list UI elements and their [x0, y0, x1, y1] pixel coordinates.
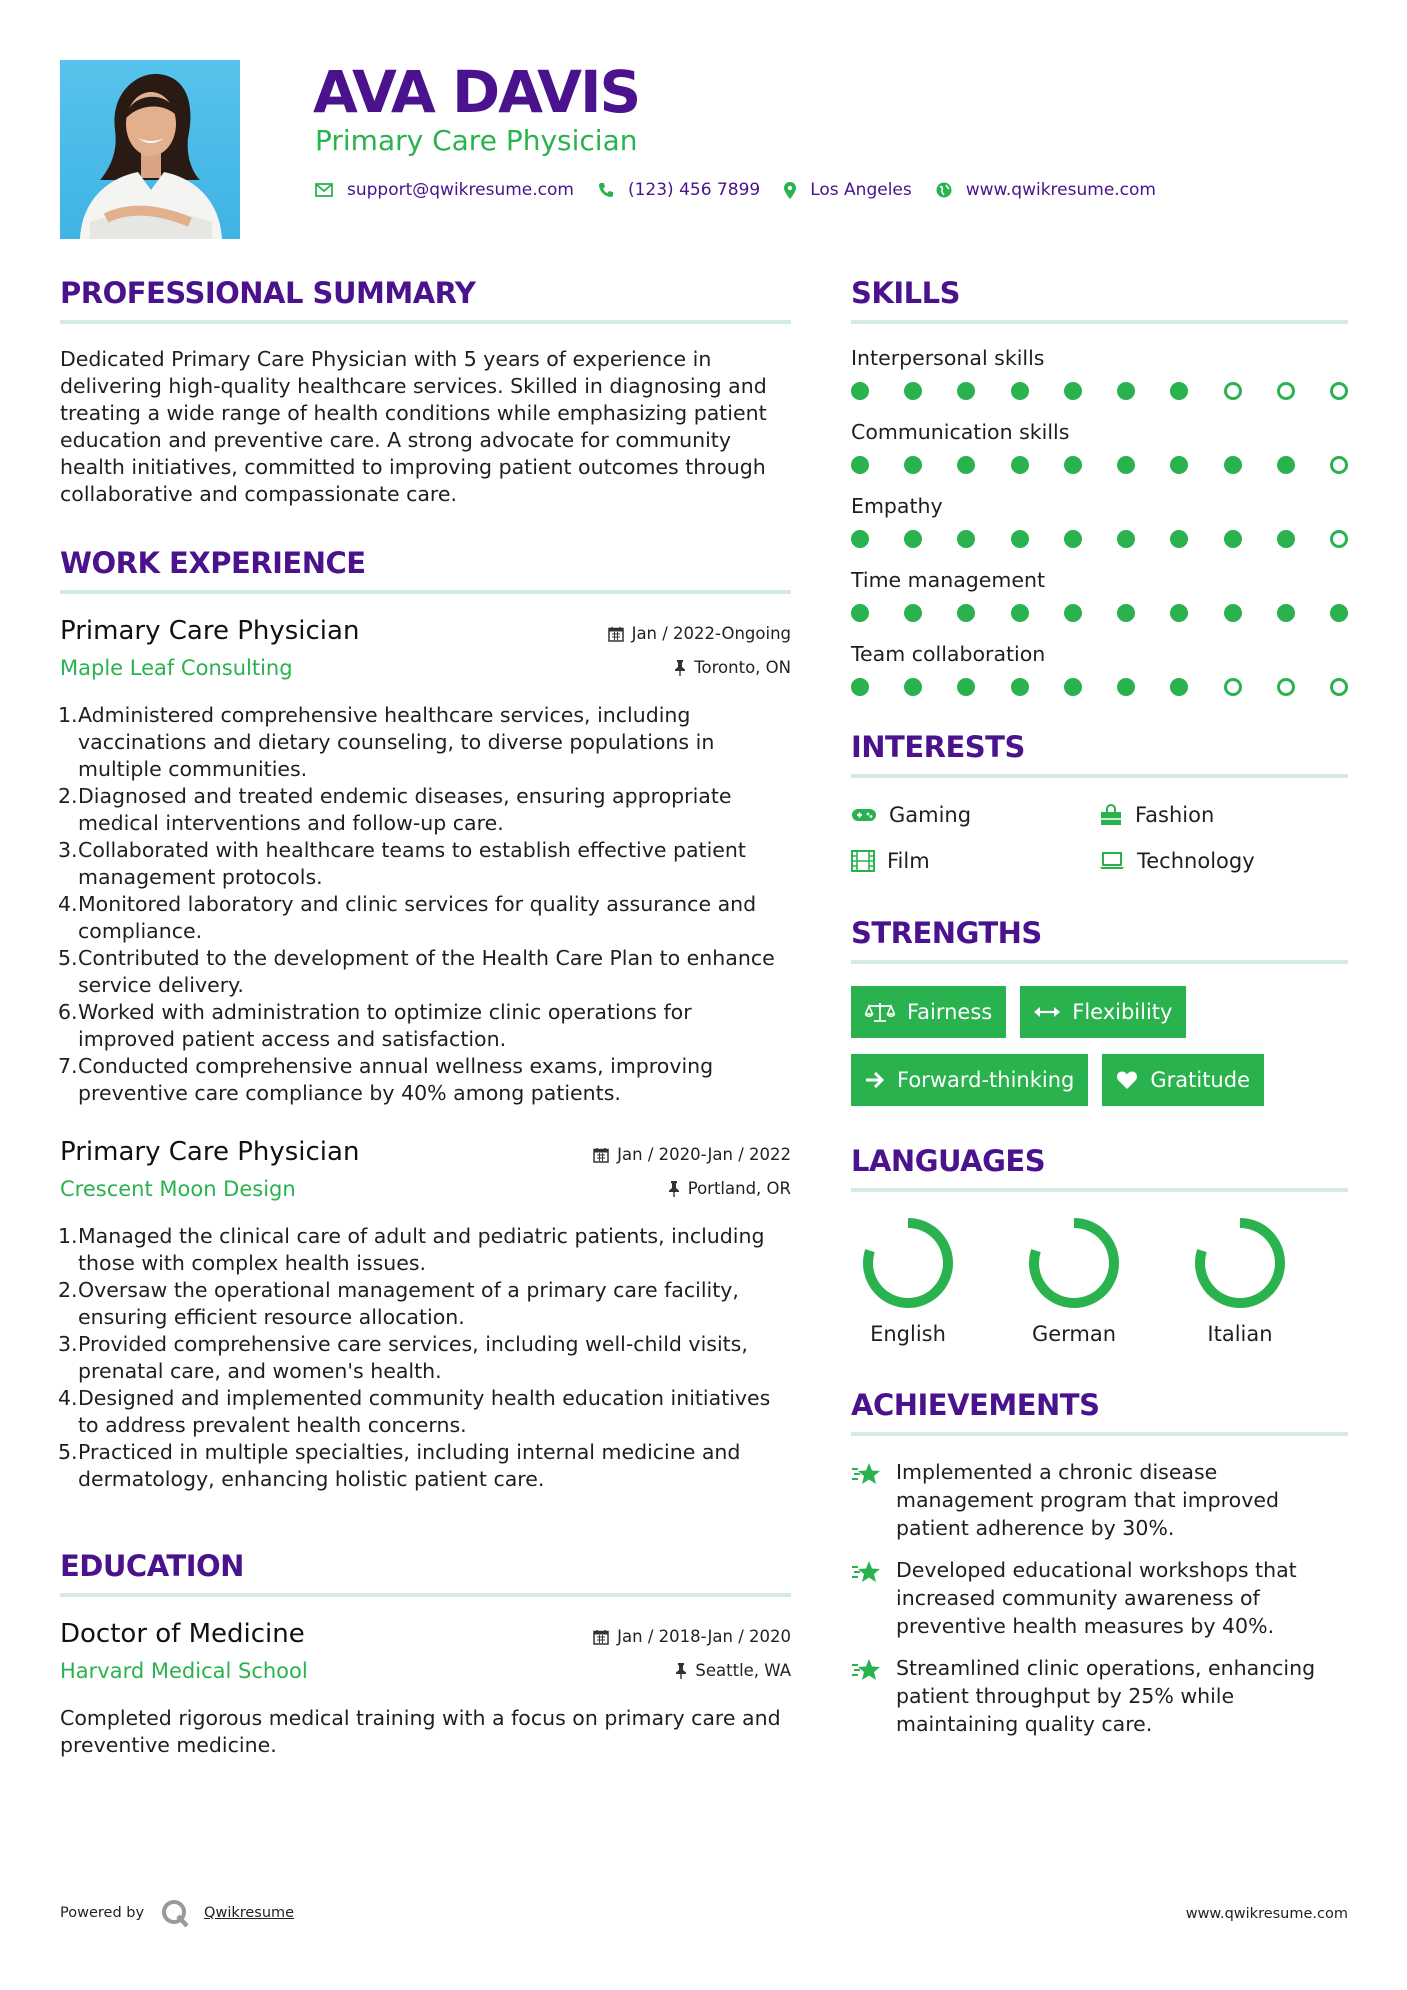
balance-scale-icon	[865, 1001, 895, 1023]
rating-dot-filled	[1117, 456, 1135, 474]
language-label: English	[870, 1322, 946, 1346]
rating-dot-filled	[904, 678, 922, 696]
job-location	[674, 658, 791, 677]
rating-dot-filled	[1170, 604, 1188, 622]
language-item	[1157, 1214, 1323, 1346]
arrow-right-icon	[865, 1071, 885, 1089]
pushpin-icon	[674, 660, 686, 676]
powered-by-label: Powered by	[60, 1905, 145, 1921]
list-item: 1. Managed the clinical care of adult and pediatric patients, including those with complex health issues.	[58, 1224, 765, 1275]
education-title: EDUCATION	[60, 1549, 791, 1597]
laptop-icon	[1099, 852, 1125, 870]
language-item	[825, 1214, 991, 1346]
skill-item	[851, 642, 1348, 696]
language-progress-arc	[868, 1223, 948, 1303]
strength-tag: Forward-thinking	[851, 1054, 1088, 1106]
languages-list	[825, 1214, 1348, 1346]
candidate-name: AVA DAVIS	[313, 58, 640, 126]
achievements-title: ACHIEVEMENTS	[851, 1388, 1348, 1436]
rating-dot-filled	[1170, 382, 1188, 400]
gamepad-icon	[851, 807, 877, 823]
job-location	[668, 1179, 791, 1198]
experience-section	[60, 546, 791, 1493]
contact-website-text: www.qwikresume.com	[965, 180, 1156, 200]
language-progress-ring	[1191, 1214, 1289, 1312]
arrows-horizontal-icon	[1034, 1005, 1060, 1019]
list-item: 3. Provided comprehensive care services, including well-child visits, prenatal care, and women's health.	[58, 1332, 748, 1383]
rating-dot-filled	[1064, 604, 1082, 622]
language-progress-arc	[1034, 1223, 1114, 1303]
strengths-title: STRENGTHS	[851, 916, 1348, 964]
achievement-item	[851, 1458, 1348, 1542]
achievement-text: Implemented a chronic disease management program that improved patient adherence by 30%.	[896, 1460, 1279, 1540]
rating-dot-filled	[851, 530, 869, 548]
skill-rating	[851, 604, 1348, 622]
contact-phone[interactable]	[598, 180, 760, 200]
education-date	[593, 1627, 791, 1646]
rating-dot-filled	[1011, 678, 1029, 696]
rating-dot-filled	[1170, 456, 1188, 474]
summary-title: PROFESSIONAL SUMMARY	[60, 276, 791, 324]
job-date	[608, 624, 791, 643]
school-name: Harvard Medical School	[60, 1659, 308, 1683]
qwikresume-logo-icon	[160, 1898, 190, 1928]
education-location-text: Seattle, WA	[695, 1661, 791, 1680]
rating-dot-filled	[1170, 530, 1188, 548]
interest-item: Technology	[1099, 846, 1347, 876]
job-company: Maple Leaf Consulting	[60, 656, 293, 680]
rating-dot-filled	[1117, 604, 1135, 622]
job-location-text: Portland, OR	[687, 1179, 791, 1198]
film-icon	[851, 850, 875, 872]
interest-item: Film	[851, 846, 1099, 876]
job-entry	[60, 616, 791, 1107]
envelope-icon	[315, 183, 333, 197]
rating-dot-filled	[1224, 604, 1242, 622]
list-item: 2. Diagnosed and treated endemic diseases, ensuring appropriate medical interventions and follow-up care.	[58, 784, 732, 835]
strength-tag: Fairness	[851, 986, 1006, 1038]
rating-dot-filled	[1064, 678, 1082, 696]
rating-dot-filled	[904, 456, 922, 474]
star-award-icon	[851, 1462, 883, 1486]
skill-rating	[851, 382, 1348, 400]
job-bullets	[60, 1223, 791, 1493]
strength-tag: Gratitude	[1102, 1054, 1264, 1106]
list-item: 4. Designed and implemented community health education initiatives to address prevalent health concerns.	[58, 1386, 771, 1437]
rating-dot-filled	[1330, 604, 1348, 622]
list-item: 4. Monitored laboratory and clinic services for quality assurance and compliance.	[58, 892, 757, 943]
rating-dot-filled	[1064, 456, 1082, 474]
skill-item	[851, 346, 1348, 400]
contact-phone-text: (123) 456 7899	[627, 180, 761, 200]
map-pin-icon	[784, 182, 796, 199]
achievement-item	[851, 1556, 1348, 1640]
job-title: Primary Care Physician	[60, 616, 360, 646]
languages-title: LANGUAGES	[851, 1144, 1348, 1192]
job-date-text: Jan / 2022-Ongoing	[631, 624, 791, 643]
languages-section	[851, 1144, 1348, 1346]
pushpin-icon	[668, 1181, 680, 1197]
footer-url[interactable]: www.qwikresume.com	[1185, 1906, 1348, 1922]
education-date-text: Jan / 2018-Jan / 2020	[617, 1627, 791, 1646]
language-progress-ring	[859, 1214, 957, 1312]
candidate-role: Primary Care Physician	[315, 124, 638, 157]
contact-website[interactable]	[936, 180, 1156, 200]
achievements-section	[851, 1388, 1348, 1738]
rating-dot-filled	[1277, 604, 1295, 622]
job-entry	[60, 1137, 791, 1493]
list-item: 2. Oversaw the operational management of a primary care facility, ensuring efficient resource allocation.	[58, 1278, 739, 1329]
education-description: Completed rigorous medical training with a focus on primary care and preventive medicine.	[60, 1706, 781, 1757]
rating-dot-empty	[1224, 678, 1242, 696]
calendar-icon	[593, 1629, 609, 1645]
star-award-icon	[851, 1658, 883, 1682]
experience-title: WORK EXPERIENCE	[60, 546, 791, 594]
contact-location	[784, 180, 912, 200]
job-location-text: Toronto, ON	[694, 658, 791, 677]
skill-label: Interpersonal skills	[851, 346, 1045, 370]
rating-dot-empty	[1330, 530, 1348, 548]
interests-title: INTERESTS	[851, 730, 1348, 778]
rating-dot-filled	[957, 530, 975, 548]
heart-icon	[1116, 1070, 1138, 1090]
contact-email-text: support@qwikresume.com	[347, 180, 574, 200]
skill-rating	[851, 530, 1348, 548]
job-date-text: Jan / 2020-Jan / 2022	[617, 1145, 791, 1164]
interest-item: Fashion	[1099, 800, 1347, 830]
rating-dot-empty	[1330, 382, 1348, 400]
rating-dot-filled	[904, 530, 922, 548]
rating-dot-filled	[1117, 382, 1135, 400]
rating-dot-filled	[1117, 530, 1135, 548]
rating-dot-filled	[1064, 530, 1082, 548]
rating-dot-filled	[1224, 456, 1242, 474]
achievements-list	[851, 1458, 1348, 1738]
rating-dot-filled	[1011, 530, 1029, 548]
degree-title: Doctor of Medicine	[60, 1619, 305, 1649]
skills-list	[851, 346, 1348, 696]
skill-item	[851, 420, 1348, 474]
rating-dot-empty	[1277, 382, 1295, 400]
education-location	[675, 1661, 791, 1680]
skill-rating	[851, 456, 1348, 474]
summary-section	[60, 276, 791, 508]
language-progress-arc	[1200, 1223, 1280, 1303]
rating-dot-filled	[904, 604, 922, 622]
skill-label: Team collaboration	[851, 642, 1046, 666]
interest-item: Gaming	[851, 800, 1099, 830]
language-item	[991, 1214, 1157, 1346]
rating-dot-filled	[1277, 530, 1295, 548]
job-company: Crescent Moon Design	[60, 1177, 296, 1201]
language-label: German	[1031, 1322, 1117, 1346]
skill-label: Empathy	[851, 494, 943, 518]
interests-section	[851, 730, 1348, 876]
achievement-text: Streamlined clinic operations, enhancing patient throughput by 25% while maintaining quality care.	[896, 1656, 1316, 1736]
contact-bar	[315, 178, 1180, 202]
rating-dot-filled	[957, 604, 975, 622]
contact-location-text: Los Angeles	[810, 180, 912, 200]
profile-photo	[60, 60, 240, 239]
right-column	[851, 276, 1348, 1752]
list-item: 5. Contributed to the development of the Health Care Plan to enhance service delivery.	[58, 946, 775, 997]
achievement-text: Developed educational workshops that increased community awareness of preventive health measures by 40%.	[896, 1558, 1297, 1638]
list-item: 3. Collaborated with healthcare teams to establish effective patient management protocols.	[58, 838, 746, 889]
strengths-section	[851, 916, 1348, 1106]
rating-dot-filled	[1011, 382, 1029, 400]
rating-dot-filled	[851, 604, 869, 622]
list-item: 1. Administered comprehensive healthcare services, including vaccinations and dietary counseling, to diverse populations in multiple communities.	[58, 703, 715, 781]
list-item: 6. Worked with administration to optimize clinic operations for improved patient access and satisfaction.	[58, 1000, 692, 1051]
rating-dot-filled	[1170, 678, 1188, 696]
list-item: 7. Conducted comprehensive annual wellness exams, improving preventive care compliance by 40% among patients.	[58, 1054, 714, 1105]
rating-dot-filled	[851, 382, 869, 400]
rating-dot-empty	[1330, 456, 1348, 474]
calendar-icon	[593, 1147, 609, 1163]
skill-rating	[851, 678, 1348, 696]
job-title: Primary Care Physician	[60, 1137, 360, 1167]
phone-icon	[598, 182, 614, 198]
language-progress-ring	[1025, 1214, 1123, 1312]
rating-dot-filled	[957, 678, 975, 696]
rating-dot-filled	[851, 456, 869, 474]
skill-item	[851, 494, 1348, 548]
summary-text: Dedicated Primary Care Physician with 5 years of experience in delivering high-quality healthcare services. Skilled in diagnosing and treating a wide range of health conditions while emphasizing patient education and preventive care. A strong advocate for community health initiatives, committed to improving patient outcomes through collaborative and compassionate care.	[60, 347, 767, 506]
skill-label: Time management	[851, 568, 1046, 592]
skill-label: Communication skills	[851, 420, 1070, 444]
rating-dot-filled	[1224, 530, 1242, 548]
strength-tag: Flexibility	[1020, 986, 1186, 1038]
rating-dot-filled	[1277, 456, 1295, 474]
rating-dot-filled	[957, 382, 975, 400]
job-bullets	[60, 702, 791, 1107]
rating-dot-filled	[1117, 678, 1135, 696]
rating-dot-filled	[851, 678, 869, 696]
footer-powered	[60, 1898, 294, 1928]
skills-title: SKILLS	[851, 276, 1348, 324]
education-section	[60, 1549, 791, 1759]
rating-dot-empty	[1330, 678, 1348, 696]
shopping-bag-icon	[1099, 804, 1123, 826]
skills-section	[851, 276, 1348, 696]
globe-icon	[936, 182, 952, 198]
skill-item	[851, 568, 1348, 622]
star-award-icon	[851, 1560, 883, 1584]
rating-dot-filled	[1011, 456, 1029, 474]
left-column	[60, 276, 791, 1759]
rating-dot-filled	[1064, 382, 1082, 400]
achievement-item	[851, 1654, 1348, 1738]
pushpin-icon	[675, 1663, 687, 1679]
list-item: 5. Practiced in multiple specialties, including internal medicine and dermatology, enhancing holistic patient care.	[58, 1440, 741, 1491]
rating-dot-empty	[1277, 678, 1295, 696]
rating-dot-empty	[1224, 382, 1242, 400]
rating-dot-filled	[1011, 604, 1029, 622]
language-label: Italian	[1207, 1322, 1273, 1346]
job-date	[593, 1145, 791, 1164]
rating-dot-filled	[957, 456, 975, 474]
brand-link[interactable]: Qwikresume	[204, 1905, 295, 1921]
rating-dot-filled	[904, 382, 922, 400]
contact-email[interactable]	[315, 180, 574, 200]
calendar-icon	[608, 626, 624, 642]
